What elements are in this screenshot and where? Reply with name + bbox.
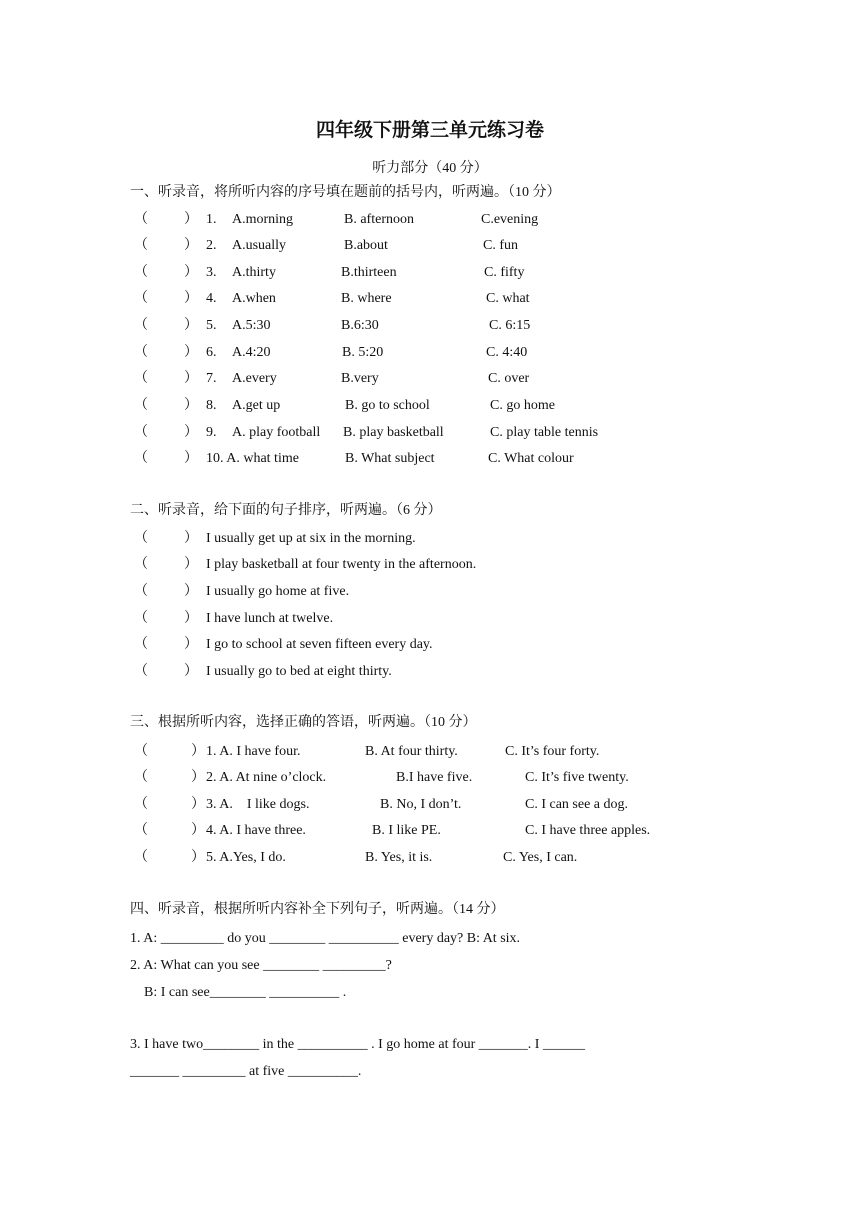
option-b: B. Yes, it is. — [365, 850, 433, 865]
answer-paren-open: （ — [134, 823, 148, 838]
option-c: C.evening — [481, 212, 539, 227]
option-b: B. I like PE. — [372, 823, 441, 838]
option-a: 3. A. I like dogs. — [206, 797, 310, 812]
answer-paren-open: （ — [134, 797, 148, 812]
option-b: B. 5:20 — [342, 345, 384, 360]
answer-paren-open: （ — [134, 451, 148, 466]
sentence-text: I have lunch at twelve. — [206, 611, 334, 626]
option-b: B.thirteen — [341, 265, 397, 280]
fill-line-1: 1. A: _________ do you ________ __________ every day? B: At six. — [130, 931, 521, 946]
option-c: C. over — [488, 371, 530, 386]
item-number: 6. — [206, 345, 217, 360]
option-b: B.I have five. — [396, 770, 473, 785]
answer-paren-close: ） — [191, 797, 205, 812]
option-b: B.very — [341, 371, 379, 386]
answer-paren-open: （ — [134, 345, 148, 360]
option-a: A.when — [232, 291, 276, 306]
option-c: C. fifty — [484, 265, 525, 280]
section-3-heading: 三、根据所听内容，选择正确的答语，听两遍。（10 分） — [130, 715, 477, 730]
option-b: B. No, I don’t. — [380, 797, 462, 812]
answer-paren-open: （ — [134, 318, 148, 333]
answer-paren-open: （ — [134, 265, 148, 280]
option-a: A.every — [232, 371, 277, 386]
option-a: A.4:20 — [232, 345, 271, 360]
answer-paren-open: （ — [134, 637, 148, 652]
answer-paren-close: ） — [184, 637, 198, 652]
option-c: C. play table tennis — [490, 425, 599, 440]
answer-paren-close: ） — [191, 744, 205, 759]
answer-paren-open: （ — [134, 557, 148, 572]
answer-paren-close: ） — [184, 611, 198, 626]
option-c: C. It’s five twenty. — [525, 770, 629, 785]
answer-paren-close: ） — [184, 371, 198, 386]
option-c: C. What colour — [488, 451, 574, 466]
option-b: B. What subject — [345, 451, 435, 466]
option-c: C. 4:40 — [486, 345, 528, 360]
option-b: B. go to school — [345, 398, 430, 413]
option-a: 4. A. I have three. — [206, 823, 306, 838]
answer-paren-close: ） — [184, 212, 198, 227]
page-subtitle: 听力部分（40 分） — [372, 161, 488, 176]
answer-paren-close: ） — [184, 425, 198, 440]
sentence-text: I play basketball at four twenty in the afternoon. — [206, 557, 477, 572]
option-a: A.get up — [232, 398, 281, 413]
section-2-heading: 二、听录音，给下面的句子排序，听两遍。（6 分） — [130, 503, 442, 518]
answer-paren-close: ） — [184, 318, 198, 333]
answer-paren-close: ） — [184, 345, 198, 360]
section-4-heading: 四、听录音，根据所听内容补全下列句子，听两遍。（14 分） — [130, 902, 505, 917]
answer-paren-open: （ — [134, 531, 148, 546]
option-c: C. what — [486, 291, 530, 306]
option-c: C. 6:15 — [489, 318, 531, 333]
option-b: B. play basketball — [343, 425, 444, 440]
item-number: 5. — [206, 318, 217, 333]
option-c: C. I can see a dog. — [525, 797, 629, 812]
option-a: A.usually — [232, 238, 287, 253]
answer-paren-close: ） — [184, 451, 198, 466]
option-b: B.about — [344, 238, 388, 253]
answer-paren-open: （ — [134, 212, 148, 227]
answer-paren-open: （ — [134, 291, 148, 306]
answer-paren-open: （ — [134, 744, 148, 759]
option-c: C. I have three apples. — [525, 823, 651, 838]
sentence-text: I go to school at seven fifteen every day. — [206, 637, 433, 652]
option-a: A.5:30 — [232, 318, 271, 333]
fill-line-2: 2. A: What can you see ________ _________? — [130, 958, 392, 973]
answer-paren-close: ） — [184, 531, 198, 546]
answer-paren-open: （ — [134, 425, 148, 440]
sentence-text: I usually get up at six in the morning. — [206, 531, 416, 546]
answer-paren-open: （ — [134, 371, 148, 386]
option-b: B. At four thirty. — [365, 744, 458, 759]
answer-paren-open: （ — [134, 770, 148, 785]
option-b: B. where — [341, 291, 392, 306]
answer-paren-close: ） — [184, 265, 198, 280]
option-a: A. play football — [232, 425, 321, 440]
answer-paren-close: ） — [184, 238, 198, 253]
item-number: 9. — [206, 425, 217, 440]
fill-line-5: _______ _________ at five __________. — [130, 1064, 362, 1079]
option-a: 10. A. what time — [206, 451, 299, 466]
page-title: 四年级下册第三单元练习卷 — [315, 120, 544, 141]
answer-paren-close: ） — [184, 557, 198, 572]
item-number: 7. — [206, 371, 217, 386]
option-b: B. afternoon — [344, 212, 414, 227]
item-number: 8. — [206, 398, 217, 413]
answer-paren-close: ） — [184, 664, 198, 679]
answer-paren-open: （ — [134, 584, 148, 599]
sentence-text: I usually go to bed at eight thirty. — [206, 664, 392, 679]
answer-paren-close: ） — [191, 823, 205, 838]
fill-line-3: B: I can see________ __________ . — [130, 985, 347, 1000]
option-a: 2. A. At nine o’clock. — [206, 770, 327, 785]
option-c: C. go home — [490, 398, 555, 413]
option-a: A.morning — [232, 212, 294, 227]
option-c: C. fun — [483, 238, 518, 253]
option-a: A.thirty — [232, 265, 276, 280]
answer-paren-open: （ — [134, 611, 148, 626]
answer-paren-open: （ — [134, 850, 148, 865]
answer-paren-open: （ — [134, 238, 148, 253]
option-c: C. It’s four forty. — [505, 744, 600, 759]
answer-paren-close: ） — [184, 291, 198, 306]
item-number: 4. — [206, 291, 217, 306]
answer-paren-close: ） — [191, 770, 205, 785]
sentence-text: I usually go home at five. — [206, 584, 350, 599]
option-a: 1. A. I have four. — [206, 744, 301, 759]
section-1-heading: 一、听录音，将所听内容的序号填在题前的括号内，听两遍。（10 分） — [130, 185, 561, 200]
answer-paren-close: ） — [184, 584, 198, 599]
option-b: B.6:30 — [341, 318, 379, 333]
answer-paren-close: ） — [184, 398, 198, 413]
fill-line-4: 3. I have two________ in the __________ . I go home at four _______. I ______ — [130, 1037, 585, 1052]
answer-paren-close: ） — [191, 850, 205, 865]
option-a: 5. A.Yes, I do. — [206, 850, 286, 865]
option-c: C. Yes, I can. — [503, 850, 578, 865]
answer-paren-open: （ — [134, 664, 148, 679]
item-number: 1. — [206, 212, 217, 227]
item-number: 2. — [206, 238, 217, 253]
item-number: 3. — [206, 265, 217, 280]
answer-paren-open: （ — [134, 398, 148, 413]
